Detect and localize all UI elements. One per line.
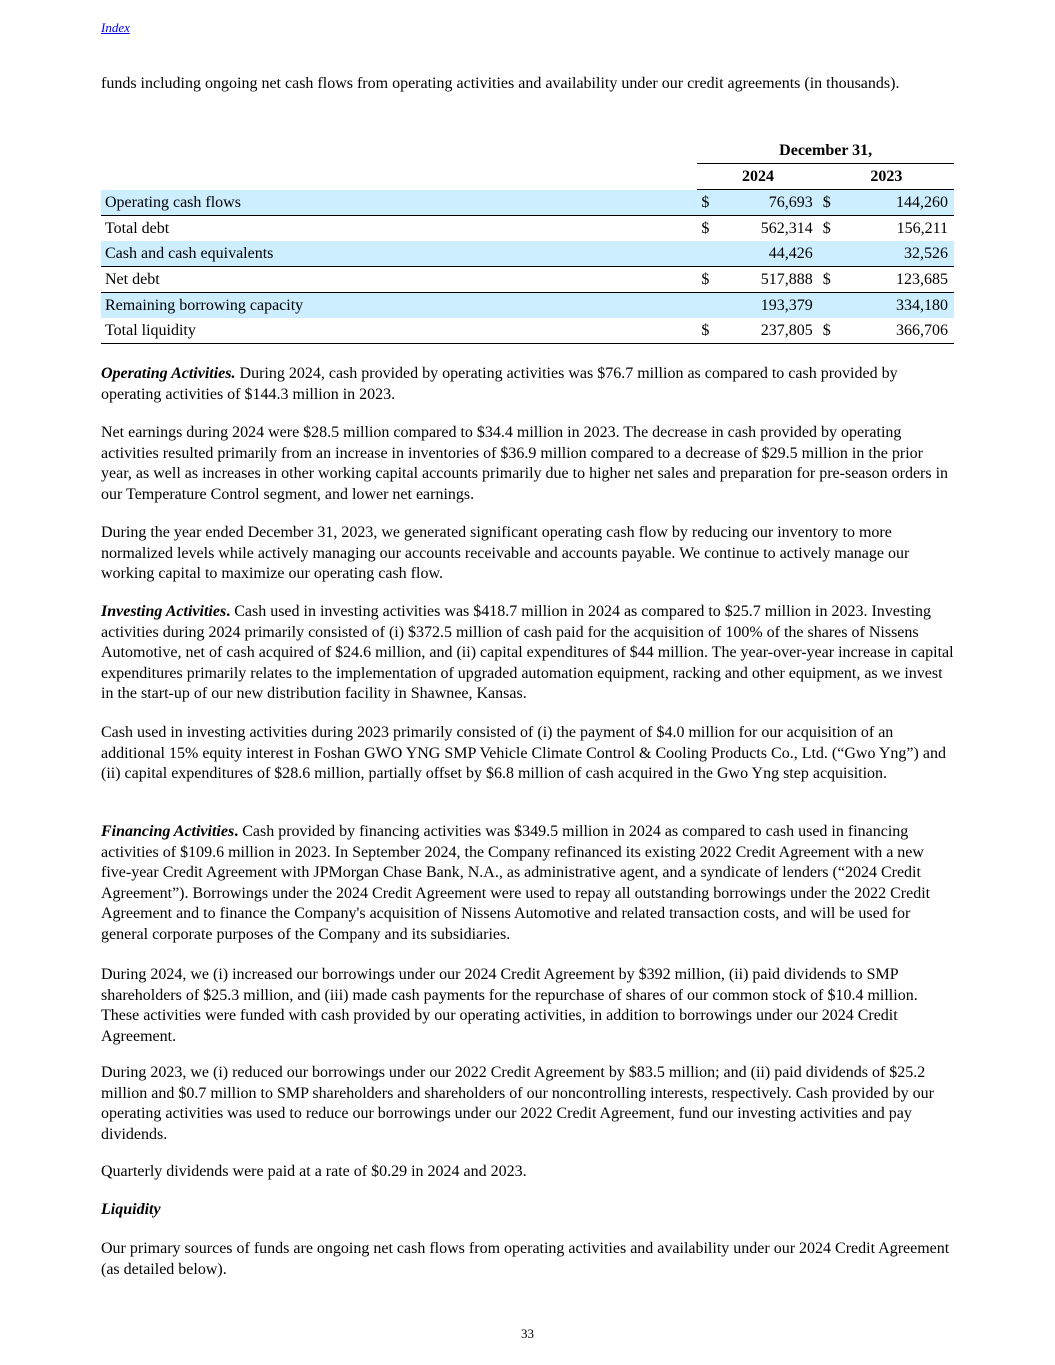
intro-paragraph: funds including ongoing net cash flows from operating activities and availability under our credit agreements (in thousands). — [101, 75, 900, 92]
page-number: 33 — [521, 1326, 534, 1341]
operating-activities-paragraph — [101, 364, 954, 405]
currency-symbol: $ — [701, 220, 710, 237]
value-2024: 44,426 — [715, 241, 818, 267]
financing-2024-paragraph: During 2024, we (i) increased our borrowings under our 2024 Credit Agreement by $392 million, (ii) paid dividends to SMP shareholders of $25.3 million, and (iii) made cash payments for the repurchase of shares of our common stock of $10.4 million. These activities were funded with cash provided by our operating activities, in addition to borrowings under our 2024 Credit Agreement. — [101, 966, 918, 1045]
value-2023: 156,211 — [896, 220, 948, 237]
value-2023: 123,685 — [837, 267, 954, 293]
year-2023-paragraph: During the year ended December 31, 2023, we generated significant operating cash flow by reducing our inventory to more normalized levels while actively managing our accounts receivable and accounts payable. We continue to actively manage our working capital to maximize our operating cash flow. — [101, 524, 910, 582]
investing-heading-period: . — [226, 603, 231, 620]
row-label: Cash and cash equivalents — [101, 241, 697, 267]
liquidity-heading: Liquidity — [101, 1201, 161, 1218]
currency-symbol — [697, 293, 715, 319]
currency-symbol — [819, 293, 837, 319]
financing-heading-period: . — [234, 823, 239, 840]
value-2024: 193,379 — [715, 293, 818, 319]
value-2024: 562,314 — [760, 220, 813, 237]
table-row — [101, 190, 954, 216]
row-label: Operating cash flows — [101, 190, 697, 216]
value-2024: 517,888 — [715, 267, 818, 293]
currency-symbol — [819, 241, 837, 267]
currency-symbol: $ — [697, 267, 715, 293]
currency-symbol: $ — [819, 190, 837, 216]
value-2024: 76,693 — [715, 190, 818, 216]
table-header-period — [101, 138, 954, 164]
currency-symbol: $ — [819, 318, 837, 344]
financing-2023-paragraph: During 2023, we (i) reduced our borrowings under our 2022 Credit Agreement by $83.5 million; and (ii) paid dividends of $25.2 million and $0.7 million to SMP shareholders and shareholders of our noncontrolling interests, respectively. Cash provided by our operating activities was used to reduce our borrowings under our 2022 Credit Agreement, fund our investing activities and pay dividends. — [101, 1064, 934, 1143]
currency-symbol: $ — [697, 318, 715, 344]
currency-symbol — [697, 241, 715, 267]
table-header-years — [101, 164, 954, 190]
value-2023: 366,706 — [837, 318, 954, 344]
period-header: December 31, — [697, 138, 954, 164]
operating-activities-text: During 2024, cash provided by operating activities was $76.7 million as compared to cash provided by operating activities of $144.3 million in 2023. — [101, 365, 898, 403]
table-row — [101, 293, 954, 319]
currency-symbol: $ — [697, 190, 715, 216]
financing-activities-heading: Financing Activities — [101, 823, 235, 840]
dividends-paragraph: Quarterly dividends were paid at a rate of $0.29 in 2024 and 2023. — [101, 1163, 527, 1180]
value-2023: 334,180 — [837, 293, 954, 319]
table-row — [101, 216, 954, 242]
net-earnings-paragraph: Net earnings during 2024 were $28.5 million compared to $34.4 million in 2023. The decrease in cash provided by operating activities resulted primarily from an increase in inventories of $36.9 million compared to a decrease of $29.5 million in the prior year, as well as increases in other working capital accounts primarily due to higher net sales and preparation for pre-season orders in our Temperature Control segment, and lower net earnings. — [101, 424, 949, 503]
value-2023: 144,260 — [837, 190, 954, 216]
liquidity-table — [101, 138, 954, 344]
row-label: Total debt — [105, 220, 170, 237]
table-row — [101, 267, 954, 293]
table-row — [101, 241, 954, 267]
year-header-2023: 2023 — [819, 164, 954, 190]
investing-activities-paragraph — [101, 602, 954, 705]
row-label: Net debt — [101, 267, 697, 293]
currency-symbol: $ — [822, 220, 831, 237]
value-2024: 237,805 — [715, 318, 818, 344]
investing-activities-heading: Investing Activities — [101, 603, 227, 620]
financing-activities-text: Cash provided by financing activities was $349.5 million in 2024 as compared to cash used in financing activities of $109.6 million in 2023. In September 2024, the Company refinanced its existing 2022 Credit Agreement with a new five-year Credit Agreement with JPMorgan Chase Bank, N.A., as administrative agent, and a syndicate of lenders (“2024 Credit Agreement”). Borrowings under the 2024 Credit Agreement were used to repay all outstanding borrowings under the 2022 Credit Agreement and to finance the Company's acquisition of Nissens Automotive and related transaction costs, and will be used for general corporate purposes of the Company and its subsidiaries. — [101, 823, 931, 943]
currency-symbol: $ — [819, 267, 837, 293]
index-link[interactable]: Index — [101, 20, 130, 35]
operating-activities-heading: Operating Activities. — [101, 365, 236, 382]
table-row — [101, 318, 954, 344]
row-label: Remaining borrowing capacity — [101, 293, 697, 319]
year-header-2024: 2024 — [697, 164, 818, 190]
financing-activities-paragraph — [101, 822, 954, 945]
liquidity-paragraph: Our primary sources of funds are ongoing net cash flows from operating activities and availability under our 2024 Credit Agreement (as detailed below). — [101, 1240, 950, 1278]
row-label: Total liquidity — [101, 318, 697, 344]
value-2023: 32,526 — [837, 241, 954, 267]
investing-2023-paragraph: Cash used in investing activities during 2023 primarily consisted of (i) the payment of $4.0 million for our acquisition of an additional 15% equity interest in Foshan GWO YNG SMP Vehicle Climate Control & Cooling Products Co., Ltd. (“Gwo Yng”) and (ii) capital expenditures of $28.6 million, partially offset by $6.8 million of cash acquired in the Gwo Yng step acquisition. — [101, 724, 946, 782]
investing-activities-text: Cash used in investing activities was $418.7 million in 2024 as compared to $25.7 million in 2023. Investing activities during 2024 primarily consisted of (i) $372.5 million of cash paid for the acquisition of 100% of the shares of Nissens Automotive, net of cash acquired of $24.6 million, and (ii) capital expenditures of $44 million. The year-over-year increase in capital expenditures primarily relates to the implementation of upgraded automation equipment, racking and other equipment, as we invest in the start-up of our new distribution facility in Shawnee, Kansas. — [101, 603, 954, 702]
